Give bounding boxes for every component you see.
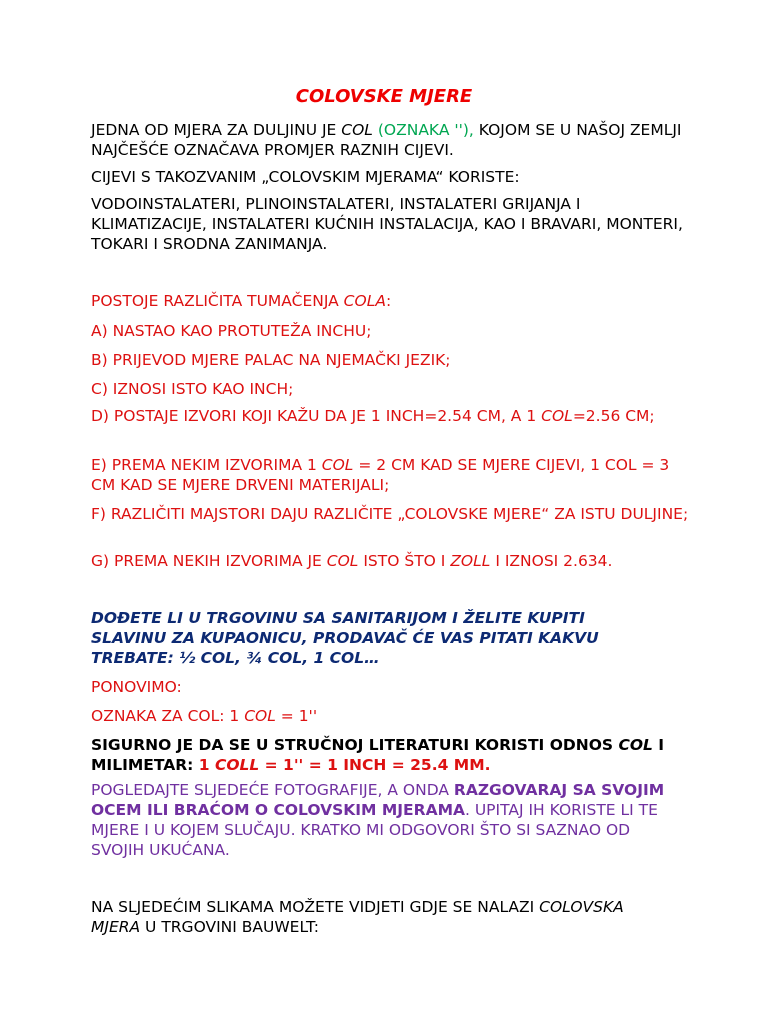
intro-notation: (OZNAKA ''),	[372, 121, 474, 139]
interpretation-d-col: COL	[541, 407, 573, 425]
interpretation-b: B) PRIJEVOD MJERE PALAC NA NJEMAČKI JEZIK;	[91, 351, 451, 369]
images-note-italic: COLOVSKA MJERA	[91, 898, 624, 936]
interpretation-g-col: COL	[326, 552, 359, 570]
recap-notation	[91, 706, 691, 726]
interpretation-d-text-start: D) POSTAJE IZVORI KOJI KAŽU DA JE 1 INCH=2.54 CM, A 1	[91, 407, 542, 425]
interpretations-heading	[91, 291, 691, 311]
conclusion-text-mid: I MILIMETAR:	[91, 736, 665, 774]
interpretation-g-text-start: G) PREMA NEKIH IZVORIMA JE	[91, 552, 327, 570]
interpretation-g-text-mid: ISTO ŠTO I	[358, 552, 451, 570]
interpretations-heading-colon: :	[385, 292, 392, 310]
task-text-end: . UPITAJ IH KORISTE LI TE MJERE I U KOJEM SLUČAJU. KRATKO MI ODGOVORI ŠTO SI SAZNAO OD SVOJIH UKUĆANA.	[91, 801, 658, 859]
interpretation-g-zoll: ZOLL	[450, 552, 491, 570]
interpretation-e	[91, 455, 691, 495]
task-text-bold: RAZGOVARAJ SA SVOJIM OCEM ILI BRAĆOM O COLOVSKIM MJERAMA	[91, 781, 665, 819]
interpretations-heading-text: POSTOJE RAZLIČITA TUMAČENJA	[91, 292, 344, 310]
intro-col-term: COL	[341, 121, 373, 139]
conclusion-ratio-one: 1	[198, 756, 215, 774]
conclusion-ratio	[199, 756, 491, 774]
images-note-paragraph	[91, 897, 661, 937]
intro-paragraph	[91, 120, 691, 160]
interpretation-d-text-end: =2.56 CM;	[572, 407, 655, 425]
interpretation-e-col: COL	[321, 456, 354, 474]
interpretations-heading-cola: COLA	[343, 292, 386, 310]
interpretation-g	[91, 551, 691, 571]
conclusion-ratio-coll: COLL	[214, 756, 260, 774]
page-title: COLOVSKE MJERE	[295, 86, 473, 107]
recap-notation-value: = 1''	[275, 707, 318, 725]
task-text-start: POGLEDAJTE SLJEDEĆE FOTOGRAFIJE, A ONDA	[91, 781, 454, 799]
task-paragraph	[91, 780, 671, 860]
recap-label: PONOVIMO:	[91, 678, 182, 696]
interpretation-g-text-end: I IZNOSI 2.634.	[490, 552, 613, 570]
interpretation-c: C) IZNOSI ISTO KAO INCH;	[91, 380, 294, 398]
conclusion-text-start: SIGURNO JE DA SE U STRUČNOJ LITERATURI KORISTI ODNOS	[91, 736, 619, 754]
images-note-text-start: NA SLJEDEĆIM SLIKAMA MOŽETE VIDJETI GDJE SE NALAZI	[91, 898, 540, 916]
users-list-paragraph: VODOINSTALATERI, PLINOINSTALATERI, INSTALATERI GRIJANJA I KLIMATIZACIJE, INSTALATERI KUĆNIH INSTALACIJA, KAO I BRAVARI, MONTERI, TOKARI I SRODNA ZANIMANJA.	[91, 195, 683, 253]
shop-note-paragraph: DOĐETE LI U TRGOVINU SA SANITARIJOM I ŽELITE KUPITI SLAVINU ZA KUPAONICU, PRODAVAČ ĆE VAS PITATI KAKVU TREBATE: ½ COL, ¾ COL, 1 COL…	[91, 609, 599, 667]
users-intro: CIJEVI S TAKOZVANIM „COLOVSKIM MJERAMA“ KORISTE:	[91, 168, 520, 186]
intro-text-end: KOJOM SE U NAŠOJ ZEMLJI NAJČEŠĆE OZNAČAVA PROMJER RAZNIH CIJEVI.	[91, 121, 682, 159]
conclusion-ratio-value: = 1'' = 1 INCH = 25.4 MM.	[259, 756, 491, 774]
interpretation-e-text-end: = 2 CM KAD SE MJERE CIJEVI, 1 COL = 3 CM KAD SE MJERE DRVENI MATERIJALI;	[91, 456, 670, 494]
interpretation-d	[91, 406, 691, 426]
interpretation-e-text-start: E) PREMA NEKIM IZVORIMA 1	[91, 456, 322, 474]
conclusion-col: COL	[618, 736, 653, 754]
recap-notation-text: OZNAKA ZA COL: 1	[91, 707, 245, 725]
images-note-text-end: U TRGOVINI BAUWELT:	[140, 918, 319, 936]
interpretation-a: A) NASTAO KAO PROTUTEŽA INCHU;	[91, 322, 372, 340]
conclusion-paragraph	[91, 735, 681, 775]
intro-text-start: JEDNA OD MJERA ZA DULJINU JE	[91, 121, 342, 139]
recap-notation-col: COL	[244, 707, 276, 725]
interpretation-f: F) RAZLIČITI MAJSTORI DAJU RAZLIČITE „COLOVSKE MJERE“ ZA ISTU DULJINE;	[91, 505, 689, 523]
